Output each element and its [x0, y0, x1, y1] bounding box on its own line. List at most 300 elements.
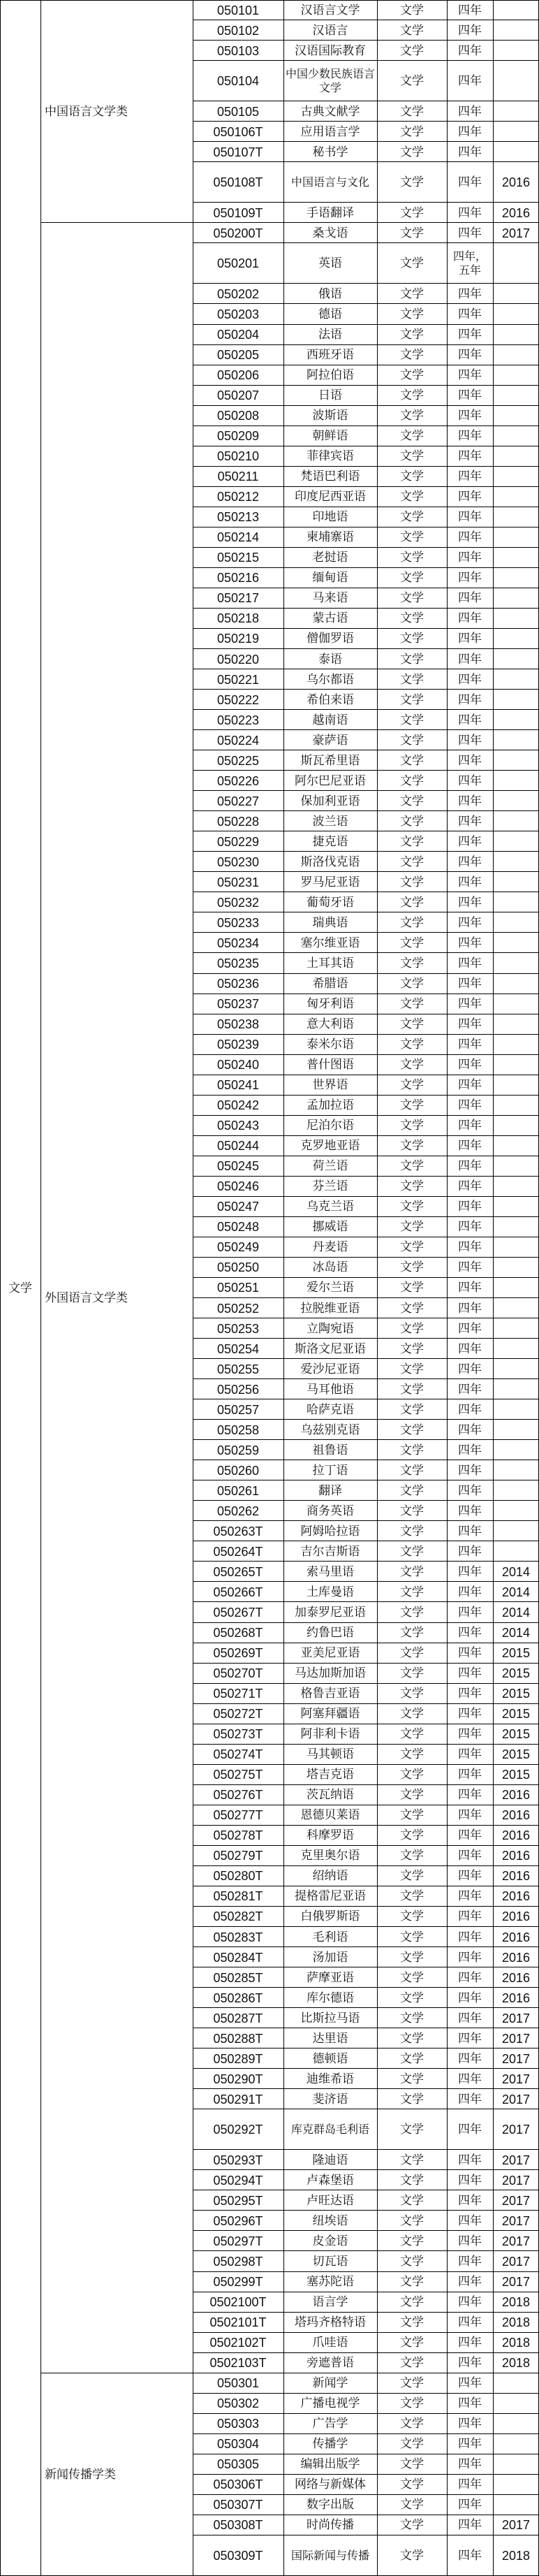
- major-code: 050218: [216, 611, 260, 626]
- degree-type: 文学: [400, 1200, 424, 1214]
- study-years: 四年: [458, 915, 482, 930]
- year-added: 2017: [501, 2234, 531, 2248]
- major-code: 050301: [216, 2376, 260, 2391]
- major-name: 中国少数民族语言文学: [285, 67, 375, 95]
- year-added: [493, 426, 539, 446]
- year-added: 2016: [501, 1930, 531, 1944]
- year-added: [493, 2434, 539, 2454]
- study-years: 四年: [458, 2213, 482, 2228]
- major-code: 050201: [216, 256, 260, 271]
- major-name: 立陶宛语: [307, 1321, 354, 1336]
- year-added: [493, 365, 539, 386]
- major-code: 050249: [216, 1240, 260, 1255]
- year-added: [493, 487, 539, 507]
- major-code: 050105: [216, 104, 260, 119]
- major-name: 时尚传播: [307, 2518, 354, 2533]
- degree-type: 文学: [400, 175, 424, 190]
- study-years: 四年: [458, 490, 482, 504]
- study-years: 四年: [458, 1159, 482, 1174]
- major-name: 蒙古语: [312, 611, 348, 626]
- major-name: 菲律宾语: [307, 449, 354, 464]
- degree-type: 文学: [400, 733, 424, 748]
- study-years: 四年: [458, 713, 482, 727]
- major-name: 科摩罗语: [307, 1828, 354, 1843]
- major-code: 050298T: [213, 2255, 263, 2269]
- study-years: 四年: [458, 672, 482, 687]
- year-added: 2017: [501, 2213, 531, 2228]
- major-name: 塔玛齐格特语: [295, 2315, 366, 2330]
- major-code: 050207: [216, 388, 260, 403]
- major-code: 050227: [216, 794, 260, 808]
- category-name: 中国语言文学类: [45, 104, 128, 119]
- degree-type: 文学: [400, 2457, 424, 2472]
- major-name: 乌兹别克语: [300, 1422, 360, 1437]
- major-name: 新闻学: [312, 2376, 348, 2391]
- year-added: [493, 811, 539, 831]
- study-years: 四年: [458, 591, 482, 606]
- year-added: 2017: [501, 2011, 531, 2025]
- year-added: [493, 0, 539, 20]
- year-added: [493, 1156, 539, 1177]
- column-divider: [447, 0, 448, 2576]
- major-name: 传播学: [312, 2437, 348, 2452]
- major-code: 050237: [216, 997, 260, 1012]
- year-added: [493, 1460, 539, 1480]
- year-added: 2016: [501, 1869, 531, 1884]
- study-years: 四年: [458, 1606, 482, 1620]
- major-code: 050284T: [213, 1950, 263, 1965]
- degree-type: 文学: [400, 672, 424, 687]
- major-name: 隆迪语: [312, 2153, 348, 2167]
- major-code: 050243: [216, 1119, 260, 1133]
- degree-type: 文学: [400, 2295, 424, 2310]
- year-added: 2014: [501, 1564, 531, 1579]
- degree-type: 文学: [400, 470, 424, 484]
- major-code: 050101: [216, 3, 260, 17]
- year-added: [493, 1359, 539, 1379]
- major-name: 祖鲁语: [312, 1443, 348, 1457]
- year-added: [493, 649, 539, 669]
- major-name: 切瓦语: [312, 2255, 348, 2269]
- degree-type: 文学: [400, 551, 424, 565]
- major-name: 应用语言学: [300, 124, 360, 139]
- year-added: [493, 1480, 539, 1501]
- study-years: 四年: [458, 2072, 482, 2086]
- degree-type: 文学: [400, 2417, 424, 2431]
- year-added: 2017: [501, 2153, 531, 2167]
- year-added: [493, 588, 539, 609]
- degree-type: 文学: [400, 43, 424, 58]
- major-code: 050210: [216, 449, 260, 464]
- major-code: 050236: [216, 977, 260, 991]
- major-name: 卢森堡语: [307, 2173, 354, 2188]
- major-name: 克里奥尔语: [300, 1849, 360, 1863]
- major-code: 050209: [216, 429, 260, 444]
- year-added: [493, 1096, 539, 1116]
- major-name: 广告学: [312, 2417, 348, 2431]
- year-added: 2016: [501, 1828, 531, 1843]
- major-name: 国际新闻与传播: [290, 2548, 369, 2562]
- major-code: 050208: [216, 409, 260, 423]
- degree-type: 文学: [400, 1098, 424, 1113]
- major-code: 050281T: [213, 1889, 263, 1904]
- degree-type: 文学: [400, 2153, 424, 2167]
- column-divider: [0, 0, 1, 2576]
- year-added: 2016: [501, 175, 531, 190]
- year-added: [493, 1075, 539, 1096]
- study-years: 四年: [458, 1950, 482, 1965]
- study-years: 四年: [458, 2031, 482, 2046]
- major-name: 秘书学: [312, 145, 348, 159]
- degree-type: 文学: [400, 1301, 424, 1316]
- year-added: [493, 386, 539, 406]
- year-added: 2018: [501, 2295, 531, 2310]
- study-years: 四年: [458, 1788, 482, 1803]
- major-name: 世界语: [312, 1078, 348, 1093]
- study-years: 四年: [458, 1828, 482, 1843]
- study-years: 四年: [458, 104, 482, 119]
- study-years: 四年，五年: [452, 249, 487, 277]
- major-name: 语言学: [312, 2295, 348, 2310]
- major-code: 050248: [216, 1220, 260, 1235]
- degree-type: 文学: [400, 1585, 424, 1599]
- major-name: 阿非利卡语: [300, 1727, 360, 1742]
- study-years: 四年: [458, 1504, 482, 1518]
- study-years: 四年: [458, 2548, 482, 2563]
- year-added: [493, 345, 539, 365]
- year-added: 2017: [501, 2275, 531, 2290]
- year-added: [493, 1116, 539, 1136]
- degree-type: 文学: [400, 1179, 424, 1194]
- major-name: 瑞典语: [312, 915, 348, 930]
- degree-type: 文学: [400, 74, 424, 89]
- major-name: 绍纳语: [312, 1869, 348, 1884]
- major-code: 050228: [216, 814, 260, 829]
- year-added: [493, 690, 539, 710]
- year-added: [493, 1197, 539, 1217]
- study-years: 四年: [458, 2477, 482, 2492]
- major-name: 约鲁巴语: [307, 1626, 354, 1640]
- major-code: 050103: [216, 43, 260, 58]
- major-code: 050294T: [213, 2173, 263, 2188]
- year-added: [493, 933, 539, 953]
- study-years: 四年: [458, 1463, 482, 1478]
- year-added: [493, 2373, 539, 2394]
- study-years: 四年: [458, 1626, 482, 1640]
- study-years: 四年: [458, 1970, 482, 1985]
- study-years: 四年: [458, 2417, 482, 2431]
- major-code: 050280T: [213, 1869, 263, 1884]
- column-divider: [40, 0, 41, 2576]
- degree-type: 文学: [400, 1281, 424, 1295]
- degree-type: 文学: [400, 1666, 424, 1681]
- degree-type: 文学: [400, 104, 424, 119]
- degree-type: 文学: [400, 388, 424, 403]
- major-code: 050205: [216, 348, 260, 363]
- year-added: 2016: [501, 1808, 531, 1823]
- study-years: 四年: [458, 1889, 482, 1904]
- major-name: 拉丁语: [312, 1463, 348, 1478]
- study-years: 四年: [458, 1930, 482, 1944]
- year-added: 2015: [501, 1707, 531, 1722]
- major-code: 050268T: [213, 1626, 263, 1640]
- major-name: 索马里语: [307, 1564, 354, 1579]
- year-added: 2014: [501, 1606, 531, 1620]
- year-added: [493, 1399, 539, 1420]
- study-years: 四年: [458, 794, 482, 808]
- major-code: 050214: [216, 530, 260, 545]
- year-added: [493, 1278, 539, 1298]
- year-added: [493, 994, 539, 1014]
- degree-type: 文学: [400, 1038, 424, 1052]
- major-name: 西班牙语: [307, 348, 354, 363]
- year-added: [493, 2475, 539, 2495]
- major-code: 050252: [216, 1301, 260, 1316]
- degree-type: 文学: [400, 1564, 424, 1579]
- major-code: 050272T: [213, 1707, 263, 1722]
- year-added: 2016: [501, 1950, 531, 1965]
- degree-type: 文学: [400, 1382, 424, 1397]
- study-years: 四年: [458, 175, 482, 190]
- major-name: 希伯来语: [307, 692, 354, 707]
- degree-type: 文学: [400, 2072, 424, 2086]
- major-code: 050274T: [213, 1747, 263, 1762]
- study-years: 四年: [458, 1362, 482, 1376]
- degree-type: 文学: [400, 328, 424, 342]
- year-added: 2015: [501, 1747, 531, 1762]
- major-code: 050250: [216, 1260, 260, 1275]
- degree-type: 文学: [400, 1687, 424, 1701]
- major-name: 孟加拉语: [307, 1098, 354, 1113]
- degree-type: 文学: [400, 1828, 424, 1843]
- year-added: 2018: [501, 2356, 531, 2371]
- major-name: 保加利亚语: [300, 794, 360, 808]
- study-years: 四年: [458, 1402, 482, 1417]
- study-years: 四年: [458, 1443, 482, 1457]
- major-code: 050107T: [213, 145, 263, 159]
- major-name: 乌尔都语: [307, 672, 354, 687]
- year-added: 2016: [501, 1991, 531, 2005]
- major-name: 格鲁吉亚语: [300, 1687, 360, 1701]
- major-name: 毛利语: [312, 1930, 348, 1944]
- study-years: 四年: [458, 1727, 482, 1742]
- degree-type: 文学: [400, 2173, 424, 2188]
- major-name: 卢旺达语: [307, 2193, 354, 2208]
- major-code: 050269T: [213, 1646, 263, 1661]
- study-years: 四年: [458, 2518, 482, 2533]
- major-name: 塞尔维亚语: [300, 936, 360, 950]
- year-added: [493, 1136, 539, 1156]
- study-years: 四年: [458, 1119, 482, 1133]
- study-years: 四年: [458, 875, 482, 889]
- major-name: 汤加语: [312, 1950, 348, 1965]
- year-added: [493, 1541, 539, 1562]
- major-code: 050233: [216, 915, 260, 930]
- year-added: [493, 20, 539, 41]
- degree-type: 文学: [400, 1220, 424, 1235]
- year-added: 2016: [501, 205, 531, 220]
- year-added: 2018: [501, 2548, 531, 2563]
- major-name: 芬兰语: [312, 1179, 348, 1194]
- study-years: 四年: [458, 205, 482, 220]
- degree-type: 文学: [400, 591, 424, 606]
- study-years: 四年: [458, 1058, 482, 1072]
- study-years: 四年: [458, 1200, 482, 1214]
- degree-type: 文学: [400, 1483, 424, 1498]
- major-name: 纽埃语: [312, 2213, 348, 2228]
- major-code: 050309T: [213, 2548, 263, 2563]
- major-code: 050204: [216, 328, 260, 342]
- year-added: [493, 872, 539, 892]
- degree-type: 文学: [400, 2255, 424, 2269]
- year-added: [493, 41, 539, 61]
- year-added: [493, 771, 539, 791]
- study-years: 四年: [458, 1564, 482, 1579]
- degree-type: 文学: [400, 915, 424, 930]
- degree-type: 文学: [400, 2477, 424, 2492]
- degree-type: 文学: [400, 1504, 424, 1518]
- major-name: 马耳他语: [307, 1382, 354, 1397]
- major-code: 050296T: [213, 2213, 263, 2228]
- study-years: 四年: [458, 286, 482, 301]
- major-code: 050303: [216, 2417, 260, 2431]
- major-code: 050253: [216, 1321, 260, 1336]
- major-name: 匈牙利语: [307, 997, 354, 1012]
- major-code: 050258: [216, 1422, 260, 1437]
- major-name: 英语: [318, 256, 342, 271]
- degree-type: 文学: [400, 652, 424, 667]
- study-years: 四年: [458, 2255, 482, 2269]
- degree-type: 文学: [400, 895, 424, 910]
- degree-type: 文学: [400, 1727, 424, 1742]
- study-years: 四年: [458, 814, 482, 829]
- degree-type: 文学: [400, 3, 424, 17]
- study-years: 四年: [458, 611, 482, 626]
- year-added: [493, 669, 539, 690]
- study-years: 四年: [458, 2457, 482, 2472]
- column-divider: [377, 0, 378, 2576]
- degree-type: 文学: [400, 794, 424, 808]
- major-code: 050307T: [213, 2498, 263, 2512]
- year-added: [493, 1339, 539, 1359]
- study-years: 四年: [458, 2234, 482, 2248]
- year-added: [493, 304, 539, 324]
- discipline-cell: 文学: [8, 1281, 32, 1295]
- study-years: 四年: [458, 1220, 482, 1235]
- study-years: 四年: [458, 1240, 482, 1255]
- study-years: 四年: [458, 368, 482, 383]
- degree-type: 文学: [400, 956, 424, 970]
- study-years: 四年: [458, 3, 482, 17]
- major-code: 050232: [216, 895, 260, 910]
- major-code: 050278T: [213, 1828, 263, 1843]
- column-divider: [493, 0, 494, 2576]
- major-code: 050235: [216, 956, 260, 970]
- degree-type: 文学: [400, 713, 424, 727]
- study-years: 四年: [458, 551, 482, 565]
- major-name: 克罗地亚语: [300, 1139, 360, 1154]
- major-name: 皮金语: [312, 2234, 348, 2248]
- study-years: 四年: [458, 1687, 482, 1701]
- major-code: 050256: [216, 1382, 260, 1397]
- year-added: [493, 142, 539, 162]
- major-code: 050109T: [213, 205, 263, 220]
- major-name: 阿塞拜疆语: [300, 1707, 360, 1722]
- year-added: 2016: [501, 1849, 531, 1863]
- degree-type: 文学: [400, 2396, 424, 2411]
- major-code: 050220: [216, 652, 260, 667]
- year-added: [493, 284, 539, 304]
- major-name: 加泰罗尼亚语: [295, 1606, 366, 1620]
- year-added: [493, 507, 539, 527]
- major-name: 拉脱维亚语: [300, 1301, 360, 1316]
- major-name: 梵语巴利语: [300, 470, 360, 484]
- major-code: 050267T: [213, 1606, 263, 1620]
- major-code: 050106T: [213, 124, 263, 139]
- major-name: 斐济语: [312, 2092, 348, 2106]
- study-years: 四年: [458, 956, 482, 970]
- degree-type: 文学: [400, 1646, 424, 1661]
- major-name: 越南语: [312, 713, 348, 727]
- study-years: 四年: [458, 1483, 482, 1498]
- study-years: 四年: [458, 1382, 482, 1397]
- major-name: 古典文献学: [300, 104, 360, 119]
- degree-type: 文学: [400, 2234, 424, 2248]
- degree-type: 文学: [400, 997, 424, 1012]
- degree-type: 文学: [400, 2193, 424, 2208]
- degree-type: 文学: [400, 449, 424, 464]
- year-added: [493, 750, 539, 771]
- degree-type: 文学: [400, 1443, 424, 1457]
- major-name: 斯洛伐克语: [300, 854, 360, 869]
- major-code: 050217: [216, 591, 260, 606]
- major-name: 库克群岛毛利语: [290, 2123, 369, 2137]
- major-code: 050282T: [213, 1909, 263, 1924]
- major-name: 吉尔吉斯语: [300, 1544, 360, 1559]
- major-code: 050277T: [213, 1808, 263, 1823]
- major-code: 050224: [216, 733, 260, 748]
- major-name: 爱沙尼亚语: [300, 1362, 360, 1376]
- major-code: 0502100T: [209, 2295, 267, 2310]
- major-code: 050293T: [213, 2153, 263, 2167]
- year-added: 2015: [501, 1727, 531, 1742]
- major-name: 茨瓦纳语: [307, 1788, 354, 1803]
- major-code: 050240: [216, 1058, 260, 1072]
- degree-type: 文学: [400, 936, 424, 950]
- degree-type: 文学: [400, 1260, 424, 1275]
- major-code: 050226: [216, 773, 260, 788]
- study-years: 四年: [458, 2295, 482, 2310]
- year-added: [493, 467, 539, 487]
- year-added: 2014: [501, 1626, 531, 1640]
- study-years: 四年: [458, 2376, 482, 2391]
- major-name: 塞苏陀语: [307, 2275, 354, 2290]
- category-name: 外国语言文学类: [45, 1291, 128, 1305]
- major-code: 050276T: [213, 1788, 263, 1803]
- degree-type: 文学: [400, 1788, 424, 1803]
- degree-type: 文学: [400, 2498, 424, 2512]
- major-name: 商务英语: [307, 1504, 354, 1518]
- year-added: 2018: [501, 2315, 531, 2330]
- year-added: [493, 2394, 539, 2414]
- study-years: 四年: [458, 1281, 482, 1295]
- study-years: 四年: [458, 1341, 482, 1356]
- major-code: 050212: [216, 490, 260, 504]
- major-code: 050245: [216, 1159, 260, 1174]
- degree-type: 文学: [400, 1849, 424, 1863]
- major-name: 斯瓦希里语: [300, 753, 360, 768]
- degree-type: 文学: [400, 834, 424, 849]
